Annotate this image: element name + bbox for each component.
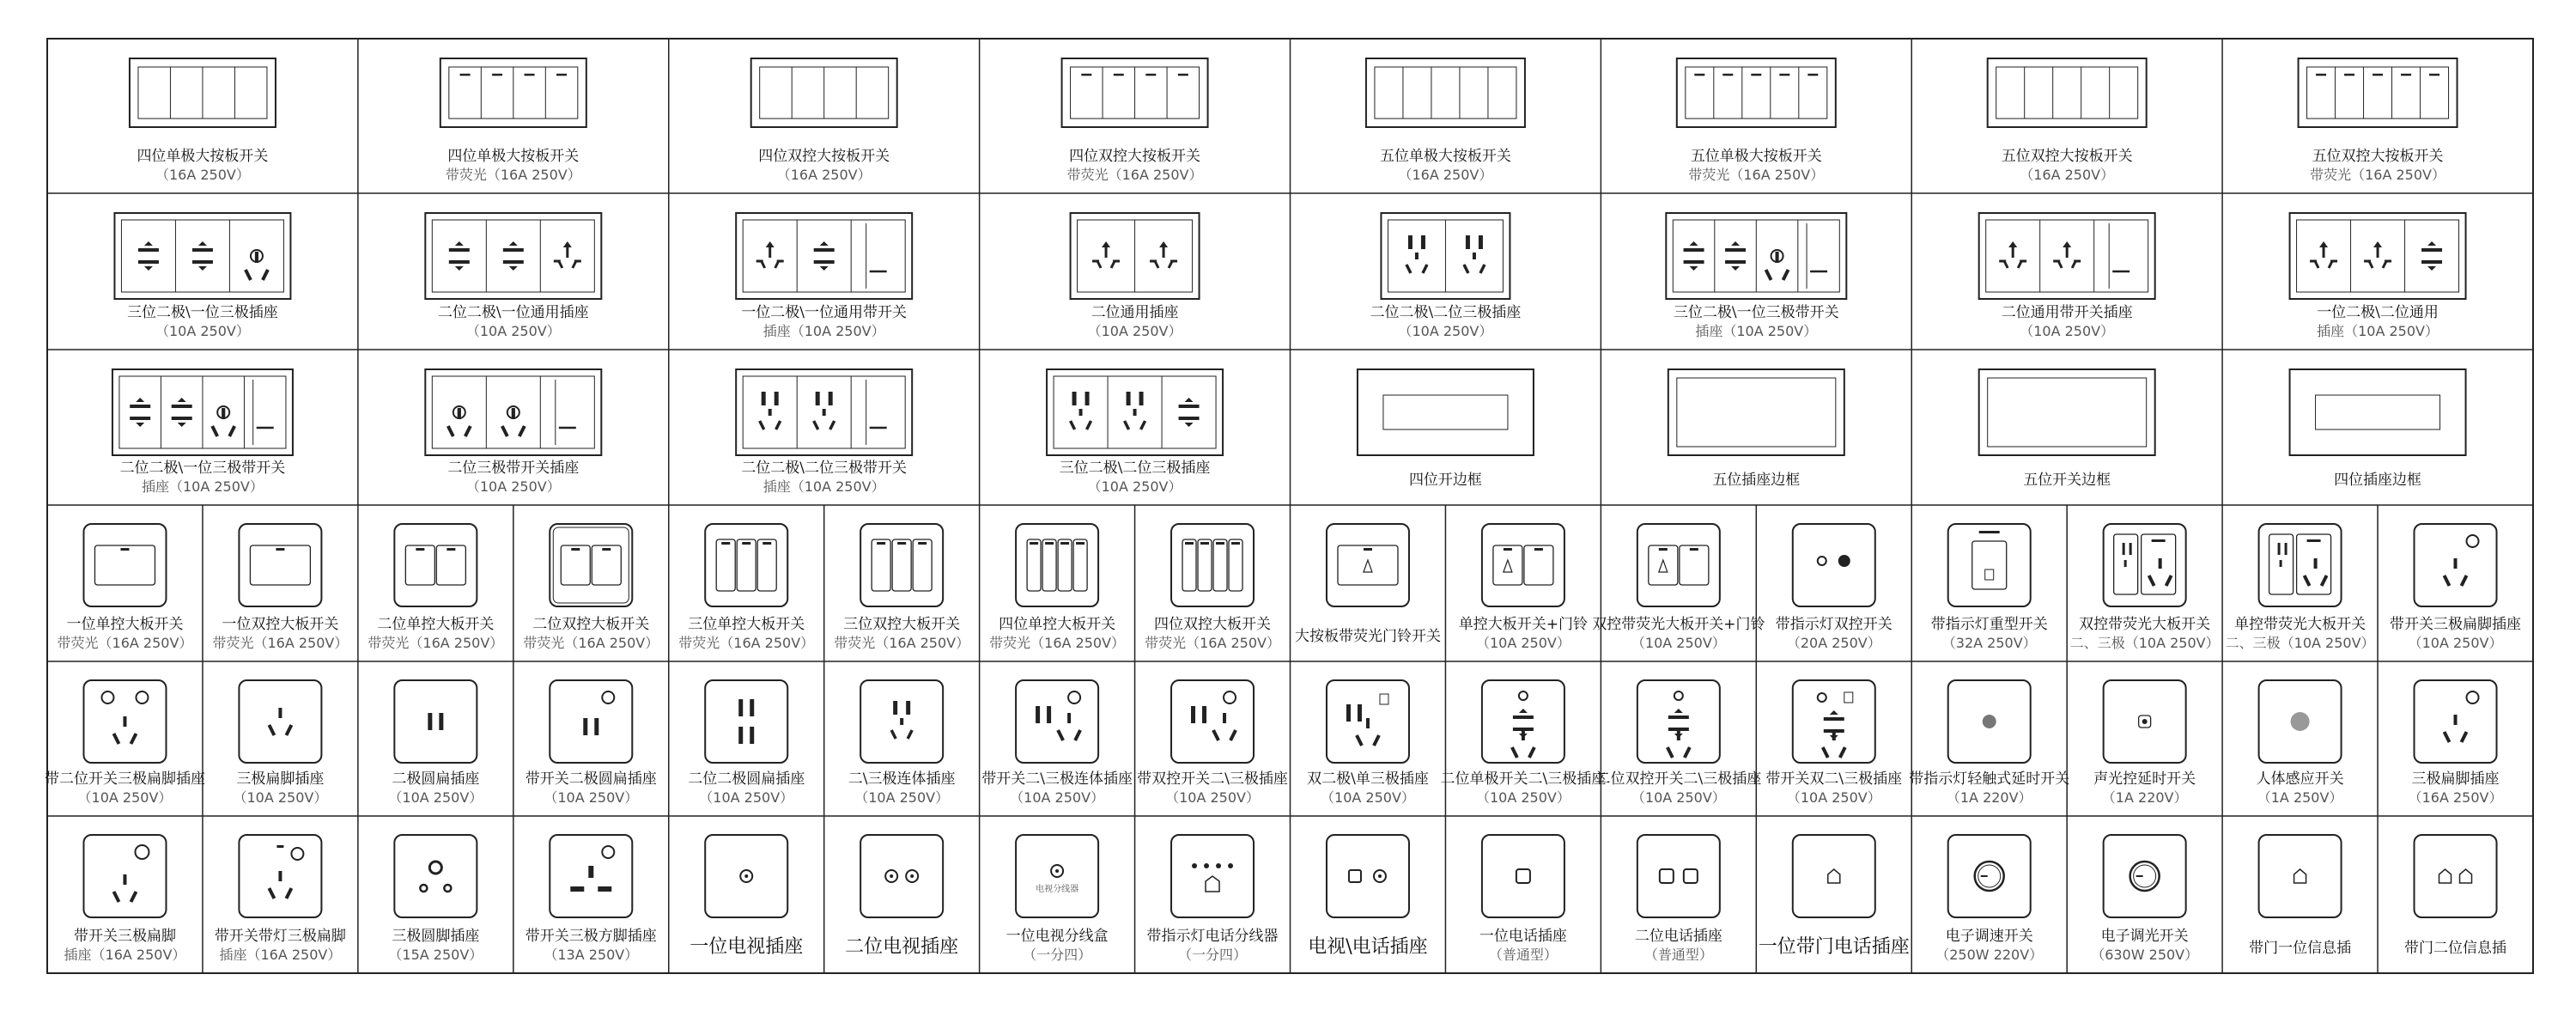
symbol-name: 二位二极\一位通用插座 [437,304,589,321]
symbol-rating: （10A 250V） [699,789,794,806]
symbol-name: 三极扁脚插座 [236,770,325,788]
symbol-name: 一位电话插座 [1479,928,1567,945]
symbol-tv2 [860,835,943,917]
symbol-name: 带指示灯轻触式延时开关 [1909,770,2070,788]
symbol-name: 四位双控大按板开关 [758,148,890,165]
symbol-rating: 带荧光（16A 250V） [445,167,581,183]
legend-grid [44,39,2533,973]
symbol-name: 四位单极大按板开关 [137,148,269,165]
symbol-sw-bell-2 [1637,524,1720,606]
symbol-name: 一位带门电话插座 [1758,936,1910,958]
symbol-sw-combo [2259,524,2342,606]
symbol-rating: （1A 250V） [2257,789,2343,806]
symbol-sw-4 [1171,524,1254,606]
symbol-rating: 插座（16A 250V） [219,947,342,963]
symbol-rating: （10A 250V） [854,789,950,806]
symbol-rating: （10A 250V） [1398,323,1493,339]
symbol-sw-3 [860,524,943,606]
symbol-name: 五位双控大按板开关 [2001,148,2133,165]
symbol-rating: （普通型） [1488,947,1558,963]
symbol-name: 大按板带荧光门铃开关 [1294,628,1441,645]
symbol-rating: （10A 250V） [155,323,250,339]
symbol-name: 带开关三极扁脚插座 [2390,616,2522,633]
symbol-sw-bell-2 [1482,524,1564,606]
symbol-rating: （10A 250V） [1087,478,1182,495]
symbol-rating: （16A 250V） [2408,789,2503,806]
symbol-name: 带开关二\三极连体插座 [981,770,1133,788]
symbol-name: 单控大板开关+门铃 [1458,616,1589,633]
symbol-name: 四位双控大按板开关 [1069,148,1201,165]
symbol-name: 四位单控大板开关 [999,616,1116,633]
symbol-rating: （13A 250V） [544,947,639,963]
symbol-name: 声光控延时开关 [2093,770,2196,788]
symbol-rating: （10A 250V） [544,789,639,806]
symbol-rating: （10A 250V） [465,323,561,339]
symbol-rating: 带荧光（16A 250V） [1066,167,1203,183]
symbol-panel-5-blank [1988,58,2147,127]
symbol-rating: （10A 250V） [233,789,328,806]
symbol-sockets-F [1666,213,1846,299]
symbol-frame-full [1668,369,1844,455]
symbol-sk-3lamp [239,835,321,917]
symbol-name: 带开关三极扁脚 [73,928,176,945]
symbol-sockets-D [1071,213,1200,299]
symbol-rating: （10A 250V） [1321,789,1415,806]
symbol-name: 五位单极大按板开关 [1379,148,1511,165]
symbol-sk-23s [1016,680,1098,763]
symbol-tel1 [1482,835,1564,917]
symbol-name: 带二位开关三极扁脚插座 [44,770,205,788]
symbol-name: 电视\电话插座 [1308,936,1428,958]
symbol-name: 一位二极\一位通用带开关 [741,304,908,321]
symbol-name: 带门二位信息插 [2404,940,2507,957]
symbol-name: 二位双控开关二\三极插座 [1595,770,1762,788]
symbol-rating: （一分四） [1178,947,1248,963]
symbol-name: 带指示灯电话分线器 [1146,928,1279,945]
symbol-rating: （16A 250V） [2020,167,2115,183]
symbol-name: 二位单控大板开关 [377,616,495,633]
symbol-pir [2259,680,2342,763]
symbol-sockets-C [736,213,912,299]
symbol-sockets-A [114,213,290,299]
symbol-name: 三位二极\一位三极带开关 [1673,304,1839,321]
symbol-tvtel [1327,835,1409,917]
symbol-rating: 插座（10A 250V） [762,323,885,339]
symbol-rating: （15A 250V） [388,947,483,963]
symbol-name: 带开关带灯三极扁脚 [214,928,346,945]
symbol-name: 二\三极连体插座 [848,770,956,788]
symbol-rating: 二、三极（10A 250V） [2069,635,2220,651]
symbol-rating: （1A 220V） [1946,789,2032,806]
symbol-panel-4-dash [1062,58,1208,127]
symbol-rating: 插座（10A 250V） [762,478,885,495]
symbol-rating: （10A 250V） [1631,635,1726,651]
symbol-name: 双控带荧光大板开关 [2079,616,2211,633]
symbol-name: 二极圆扁插座 [392,770,480,788]
symbol-name: 一位二极\二位通用 [2317,304,2439,321]
symbol-name: 带开关三极方脚插座 [525,928,657,945]
symbol-sockets-J [425,369,601,455]
symbol-panel-5-dash [1677,58,1836,127]
symbol-sockets-B [425,213,601,299]
symbol-frame-full [1979,369,2155,455]
symbol-sk-23s [1171,680,1254,763]
symbol-name: 三位双控大板开关 [843,616,961,633]
symbol-rating: 带荧光（16A 250V） [57,635,193,651]
symbol-rating: （10A 250V） [465,478,561,495]
symbol-rating: 带荧光（16A 250V） [368,635,504,651]
symbol-sk-3big [83,835,166,917]
symbol-name: 三位单控大板开关 [688,616,805,633]
symbol-sw-bell-1 [1327,524,1409,606]
symbol-dial2 [2104,835,2186,917]
symbol-sockets-H [2290,213,2466,299]
symbol-name: 三极扁脚插座 [2411,770,2500,788]
symbol-sw-1 [83,524,166,606]
symbol-rating: 插座（16A 250V） [64,947,186,963]
symbol-panel-4-blank [130,58,276,127]
symbol-name: 四位单极大按板开关 [447,148,580,165]
symbol-sk-23dd [1637,680,1720,763]
symbol-name: 四位双控大板开关 [1154,616,1272,633]
tv-splitter-caption: 电视分线器 [1036,885,1079,894]
symbol-name: 二位电视插座 [845,936,959,958]
symbol-name: 五位单极大按板开关 [1690,148,1822,165]
symbol-name: 二位二极圆扁插座 [688,770,805,788]
symbol-panel-5-dash [2299,58,2458,127]
symbol-rating: 带荧光（16A 250V） [212,635,349,651]
symbol-rating: 插座（10A 250V） [2317,323,2439,339]
symbol-name: 单控带荧光大板开关 [2234,616,2366,633]
symbol-rating: 带荧光（16A 250V） [989,635,1126,651]
symbol-sockets-K [736,369,912,455]
symbol-name: 三极圆脚插座 [392,928,480,945]
symbol-sk-2s [550,680,632,763]
symbol-sockets-G [1979,213,2155,299]
symbol-touch [1948,680,2031,763]
symbol-name: 四位开边框 [1408,472,1482,489]
symbol-tv1 [705,835,787,917]
symbol-sw-ind [1793,524,1875,606]
symbol-name: 一位双控大板开关 [222,616,339,633]
symbol-panel-4-blank [751,58,897,127]
symbol-rating: 带荧光（16A 250V） [2310,167,2446,183]
symbol-sk-3 [239,680,321,763]
symbol-name: 三位二极\一位三极插座 [127,304,278,321]
symbol-sw-heavy [1948,524,2031,606]
symbol-name: 二位双控大板开关 [532,616,650,633]
symbol-rating: （10A 250V） [77,789,173,806]
symbol-labels [45,148,2521,963]
symbol-rating: 二、三极（10A 250V） [2225,635,2375,651]
symbol-rating: （10A 250V） [1010,789,1105,806]
symbol-telsplit [1171,835,1254,917]
symbol-name: 二位二极\二位三极插座 [1370,304,1522,321]
symbol-name: 二位二极\二位三极带开关 [741,460,908,477]
symbol-uk [550,835,632,917]
symbol-name: 二位通用插座 [1091,304,1179,321]
symbol-rating: （10A 250V） [388,789,483,806]
symbol-sk-22 [705,680,787,763]
symbol-panel-5-blank [1366,58,1525,127]
symbol-name: 四位插座边框 [2334,472,2422,489]
symbol-sockets-E [1381,213,1510,299]
symbol-rating: （10A 250V） [1475,789,1571,806]
symbol-name: 带指示灯双控开关 [1775,616,1893,633]
symbol-sockets-I [112,369,293,455]
symbol-rating: （32A 250V） [1941,635,2037,651]
symbol-round3 [394,835,477,917]
symbol-sk-23 [860,680,943,763]
symbol-tel2 [1637,835,1720,917]
symbol-sk-2 [394,680,477,763]
symbol-name: 二位二极\一位三极带开关 [119,460,286,477]
symbol-tvsplit [1016,835,1098,917]
symbol-rating: 插座（10A 250V） [1695,323,1818,339]
symbol-name: 带双控开关二\三极插座 [1137,770,1288,788]
symbol-rating: 插座（10A 250V） [141,478,264,495]
symbol-sk-23i [1327,680,1409,763]
symbol-rating: 带荧光（16A 250V） [1688,167,1825,183]
symbol-rating: （10A 250V） [1475,635,1571,651]
symbol-sk-3s [2415,680,2497,763]
symbol-sw-2d [550,524,632,606]
symbol-rating: （10A 250V） [2020,323,2115,339]
symbol-name: 人体感应开关 [2256,770,2344,788]
symbol-rating: 带荧光（16A 250V） [678,635,815,651]
symbol-rating: 带荧光（16A 250V） [523,635,659,651]
symbol-name: 一位电视分线盒 [1005,928,1109,945]
symbol-info2 [2415,835,2497,917]
symbol-name: 五位开关边框 [2023,472,2111,489]
symbol-name: 一位单控大板开关 [66,616,184,633]
symbol-sk-3ss [83,680,166,763]
symbol-rating: （250W 220V） [1935,947,2044,963]
symbol-rating: （1A 220V） [2101,789,2188,806]
symbol-name: 五位插座边框 [1712,472,1801,489]
symbol-name: 二位电话插座 [1634,928,1722,945]
symbol-sk-3s [2415,524,2497,606]
symbol-rating: （20A 250V） [1786,635,1881,651]
symbol-rating: 带荧光（16A 250V） [834,635,970,651]
symbol-rating: （10A 250V） [1786,789,1881,806]
symbol-name: 二位通用带开关插座 [2001,304,2133,321]
symbol-panel-4-dash [440,58,586,127]
symbol-sw-2 [394,524,477,606]
symbol-name: 二位单极开关二\三极插座 [1440,770,1607,788]
symbol-sockets-L [1047,369,1223,455]
symbol-dial [1948,835,2031,917]
symbol-name: 三位二极\二位三极插座 [1059,460,1211,477]
symbol-info1 [2259,835,2342,917]
symbol-sk-23di [1793,680,1875,763]
symbol-name: 二位三极带开关插座 [447,460,580,477]
symbol-sw-4 [1016,524,1098,606]
symbol-rating: （16A 250V） [776,167,872,183]
symbol-name: 电子调速开关 [1945,928,2033,945]
symbol-rating: （一分四） [1023,947,1092,963]
symbol-rating: 带荧光（16A 250V） [1145,635,1280,651]
symbol-rating: （普通型） [1643,947,1713,963]
symbol-rating: （10A 250V） [1165,789,1260,806]
symbol-sound [2104,680,2186,763]
symbol-name: 电子调光开关 [2100,928,2189,945]
symbol-frame-inner [1358,369,1534,455]
symbol-name: 双二极\单三极插座 [1307,770,1429,788]
symbol-rating: （16A 250V） [1398,167,1493,183]
symbol-name: 一位电视插座 [690,936,804,958]
symbol-rating: （630W 250V） [2091,947,2199,963]
symbol-teldoor [1793,835,1875,917]
symbol-sk-23dd [1482,680,1564,763]
symbol-sw-3 [705,524,787,606]
symbol-frame-inner [2290,369,2466,455]
symbol-name: 五位双控大按板开关 [2312,148,2444,165]
symbol-name: 带开关二极圆扁插座 [525,770,657,788]
symbol-name: 双控带荧光大板开关+门铃 [1592,616,1765,633]
symbol-rating: （10A 250V） [1631,789,1726,806]
symbol-name: 带门一位信息插 [2249,940,2352,957]
symbol-sw-combo [2104,524,2186,606]
symbol-name: 带指示灯重型开关 [1930,616,2048,633]
symbol-sw-1 [239,524,321,606]
symbol-rating: （10A 250V） [2408,635,2503,651]
symbol-rating: （16A 250V） [155,167,250,183]
symbol-name: 带开关双二\三极插座 [1765,770,1903,788]
symbol-rating: （10A 250V） [1087,323,1182,339]
